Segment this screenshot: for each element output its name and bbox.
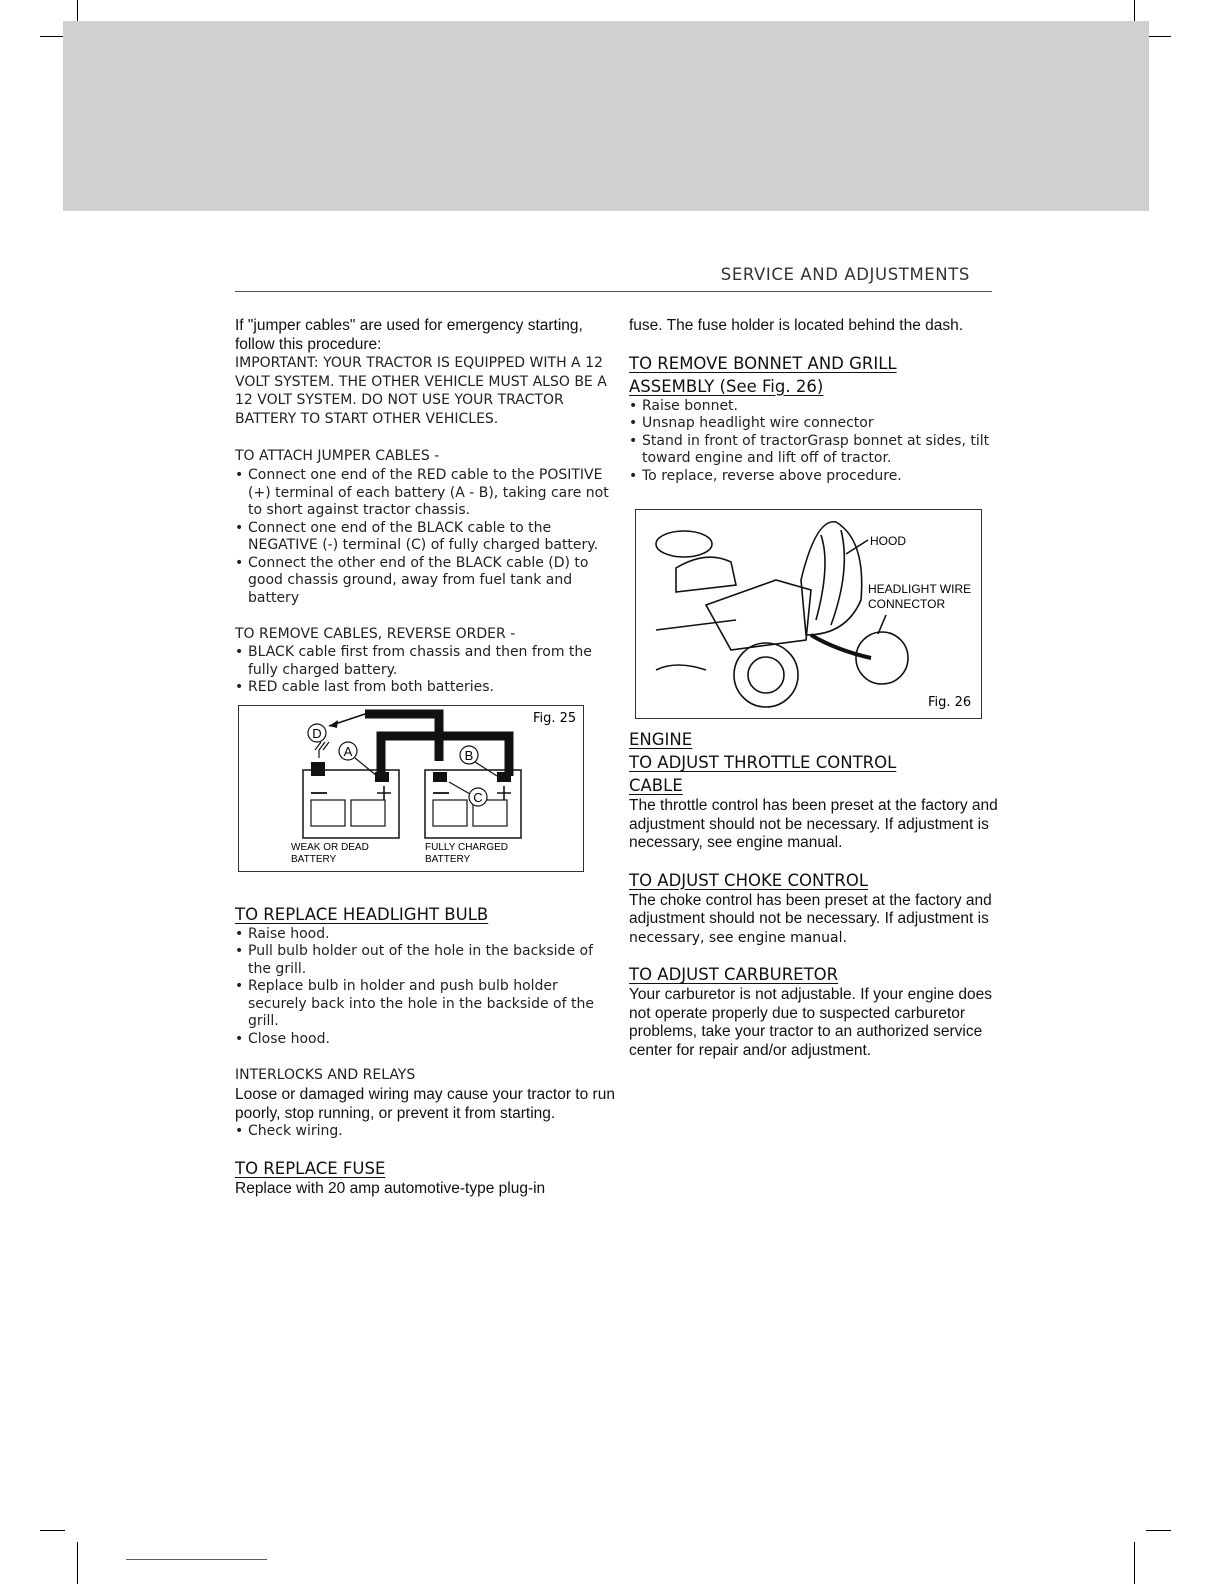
attach-list [235, 467, 620, 607]
throttle-heading: CABLE [629, 776, 683, 795]
list-item: • Unsnap headlight wire connector [629, 415, 1004, 433]
crop-mark [1134, 0, 1135, 22]
list-item: • BLACK cable first from chassis and then from the fully charged battery. [235, 644, 620, 679]
figure-label: Fig. 26 [928, 695, 972, 710]
list-item: • Raise hood. [235, 926, 620, 944]
carburetor-text: Your carburetor is not adjustable. If your engine does not operate properly due to suspected carburetor problems, take your tractor to an authorized service center for repair and/or adjustment. [629, 986, 993, 1059]
arrow-head [329, 720, 338, 728]
bonnet-list [629, 398, 1004, 486]
letter-b: B [464, 747, 474, 763]
hood-detail [816, 530, 844, 625]
crop-mark [77, 1542, 78, 1584]
tractor-frame [656, 620, 736, 670]
list-item: • Stand in front of tractorGrasp bonnet at sides, tilt toward engine and lift off of tractor. [629, 433, 1004, 468]
letter-d: D [312, 725, 322, 741]
left-column [235, 317, 620, 1198]
letter-c: C [473, 789, 483, 805]
list-item: • RED cable last from both batteries. [235, 679, 620, 697]
figure-25 [238, 705, 584, 872]
interlocks-text: Loose or damaged wiring may cause your tractor to run poorly, stop running, or prevent it from starting. [235, 1086, 615, 1122]
headlight-list [235, 926, 620, 1049]
footer-link-rule [126, 1559, 267, 1560]
plus-sign [497, 786, 511, 800]
fuse-heading: TO REPLACE FUSE [235, 1158, 386, 1178]
crop-mark [40, 1530, 65, 1531]
crop-mark [77, 0, 78, 22]
cable-lines [365, 714, 509, 776]
terminal [311, 762, 325, 776]
plus-sign [377, 786, 391, 800]
crop-mark [40, 36, 65, 37]
weak-battery-label: BATTERY [291, 853, 337, 865]
choke-heading: TO ADJUST CHOKE CONTROL [629, 870, 869, 890]
connector-leader [878, 615, 886, 634]
front-wheel [734, 643, 798, 707]
section-title: SERVICE AND ADJUSTMENTS [720, 265, 970, 284]
attach-heading: TO ATTACH JUMPER CABLES - [235, 448, 440, 464]
headlight-wire [811, 635, 871, 658]
engine-heading: ENGINE [629, 730, 693, 749]
bonnet-heading: TO REMOVE BONNET AND GRILL [629, 353, 897, 373]
charged-battery-label: FULLY CHARGED [425, 841, 508, 853]
list-item: • Check wiring. [235, 1123, 620, 1141]
throttle-heading: TO ADJUST THROTTLE CONTROL [629, 753, 897, 772]
choke-text-main: The choke control has been preset at the factory and adjustment should not be necessary. If adjustment is [629, 891, 992, 927]
connector-label: HEADLIGHT WIRE [868, 582, 972, 596]
tractor-body [706, 580, 811, 650]
list-item: • Close hood. [235, 1031, 620, 1049]
cell [351, 800, 385, 826]
intro-text: If "jumper cables" are used for emergency starting, follow this procedure: [235, 317, 583, 353]
hood [801, 522, 862, 635]
right-column [629, 317, 1004, 1060]
list-item: • Raise bonnet. [629, 398, 1004, 416]
remove-list [235, 644, 620, 697]
letter-a: A [343, 743, 353, 759]
cell [433, 800, 467, 826]
throttle-text: The throttle control has been preset at the factory and adjustment should not be necessary. If adjustment is necessary, see engine manual. [629, 797, 998, 851]
charged-battery-label: BATTERY [425, 853, 471, 865]
jumper-cable-diagram [239, 706, 583, 871]
carburetor-heading: TO ADJUST CARBURETOR [629, 965, 839, 984]
ground-symbol [315, 742, 329, 758]
figure-26 [635, 509, 982, 719]
list-item: • Connect one end of the RED cable to the POSITIVE (+) terminal of each battery (A - B), taking care not to short against tractor chassis. [235, 467, 620, 520]
interlocks-heading: INTERLOCKS AND RELAYS [235, 1067, 416, 1083]
list-item: • Pull bulb holder out of the hole in the backside of the grill. [235, 943, 620, 978]
list-item: • Connect the other end of the BLACK cable (D) to good chassis ground, away from fuel tank and battery [235, 555, 620, 608]
bonnet-heading: ASSEMBLY (See Fig. 26) [629, 376, 824, 396]
terminal [497, 772, 511, 782]
leader-line [355, 758, 377, 776]
wheel-hub [748, 657, 784, 693]
steering-wheel [656, 531, 712, 557]
choke-text [629, 892, 1004, 948]
list-item: • Connect one end of the BLACK cable to the NEGATIVE (-) terminal (C) of fully charged battery. [235, 520, 620, 555]
list-item: • Replace bulb in holder and push bulb holder securely back into the hole in the backside of the grill. [235, 978, 620, 1031]
interlocks-list [235, 1123, 620, 1141]
fuse-continued: fuse. The fuse holder is located behind the dash. [629, 317, 964, 334]
crop-mark [1134, 1542, 1135, 1584]
crop-mark [1146, 1530, 1171, 1531]
tractor-hood-diagram [636, 510, 981, 718]
headlight-heading: TO REPLACE HEADLIGHT BULB [235, 904, 489, 924]
figure-label: Fig. 25 [533, 710, 577, 726]
terminal [375, 772, 389, 782]
seat [676, 557, 736, 592]
connector-label: CONNECTOR [868, 597, 946, 611]
important-notice: IMPORTANT: YOUR TRACTOR IS EQUIPPED WITH A 12 VOLT SYSTEM. THE OTHER VEHICLE MUST ALSO BE A 12 VOLT SYSTEM. DO NOT USE YOUR TRACTOR BATTERY TO START OTHER VEHICLES. [235, 355, 607, 427]
cell [311, 800, 345, 826]
crop-mark [1146, 36, 1171, 37]
fuse-text: Replace with 20 amp automotive-type plug-in [235, 1179, 546, 1197]
leader-line [449, 782, 470, 794]
hood-label: HOOD [870, 534, 906, 548]
leader-line [475, 762, 497, 776]
header-band [63, 21, 1149, 211]
list-item: • To replace, reverse above procedure. [629, 468, 1004, 486]
choke-text-tail: necessary, see engine manual. [629, 929, 847, 946]
header-rule [235, 291, 992, 292]
remove-heading: TO REMOVE CABLES, REVERSE ORDER - [235, 626, 516, 642]
terminal [433, 772, 447, 782]
weak-battery-label: WEAK OR DEAD [291, 841, 369, 853]
